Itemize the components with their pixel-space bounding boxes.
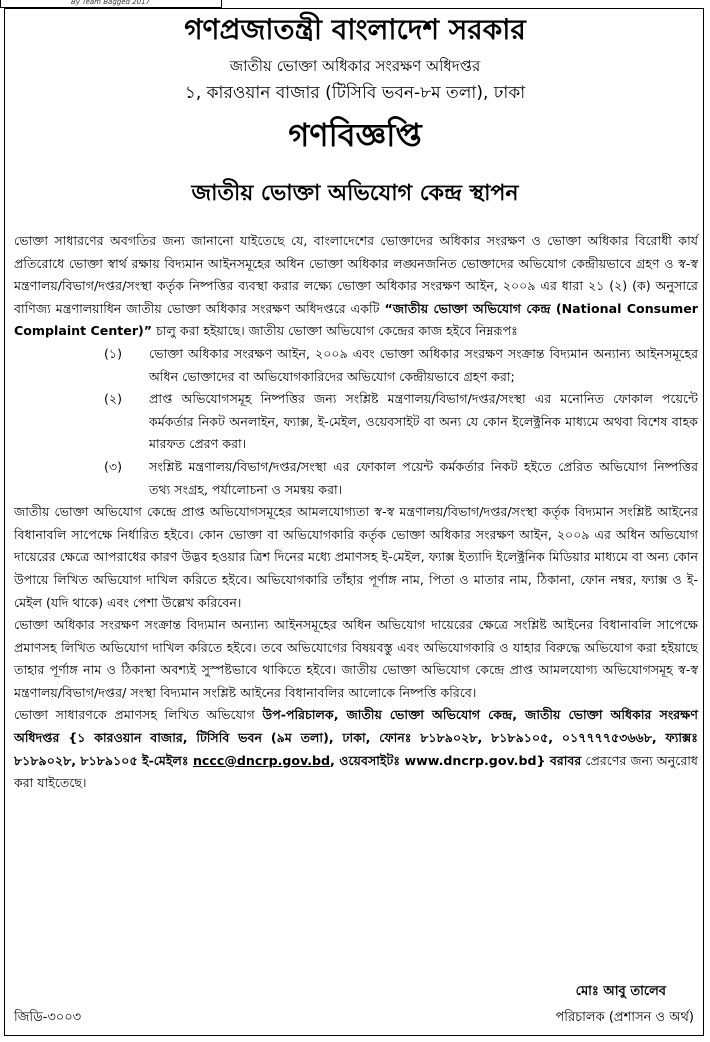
intro-text-b: চালু করা হইয়াছে। জাতীয় ভোক্তা অভিযোগ কেন্দ্রের কাজ হইবে নিম্নরূপঃ	[152, 323, 518, 339]
department-address: ১, কারওয়ান বাজার (টিসিবি ভবন-৮ম তলা), ঢাকা	[184, 83, 526, 103]
website-label: , ওয়েবসাইটঃ	[330, 752, 405, 768]
list-item	[104, 456, 698, 501]
list-item	[104, 388, 698, 456]
list-text: সংশ্লিষ্ট মন্ত্রণালয়/বিভাগ/দপ্তর/সংস্থা এর ফোকাল পয়েন্ট কর্মকর্তার নিকট হইতে প্রেরিত অভিযোগ নিষ্পত্তির তথ্য সংগ্রহ, পর্যালোচনা ও সমন্বয় করা।	[149, 458, 698, 497]
government-title: গণপ্রজাতন্ত্রী বাংলাদেশ সরকার	[184, 13, 526, 46]
signatory-name: মোঃ আবু তালেব	[575, 984, 666, 999]
other-laws-paragraph: ভোক্তা অধিকার সংরক্ষণ সংক্রান্ত বিদ্যমান অন্যান্য আইনসমূহের অধিন অভিযোগ দায়েরের ক্ষেত্রে সংশ্লিষ্ট আইনের বিধানাবলি সাপেক্ষে প্রমাণসহ লিখিত অভিযোগ দাখিল করিতে হইবে। তবে অভিযোগের বিষয়বস্তু এবং অভিযোগকারি ও যাহার বিরুদ্ধে অভিযোগ করা হইয়াছে তাহার পূর্ণাঙ্গ নাম ও ঠিকানা অবশ্যই সুস্পষ্টভাবে থাকিতে হইবে। জাতীয় ভোক্তা অভিযোগ কেন্দ্রে প্রাপ্ত আমলযোগ্য অভিযোগসমূহ স্ব-স্ব মন্ত্রণালয়/বিভাগ/দপ্তর/ সংস্থা বিদ্যমান সংশ্লিষ্ট আইনের বিধানাবলির আলোকে নিষ্পত্তি করিবে।	[14, 617, 698, 700]
intro-paragraph	[14, 230, 698, 343]
list-text: ভোক্তা অধিকার সংরক্ষণ আইন, ২০০৯ এবং ভোক্তা অধিকার সংরক্ষণ সংক্রান্ত বিদ্যমান অন্যান্য আইনসমূহের অধিন ভোক্তাদের বা অভিযোগকারিদের অভিযোগ কেন্দ্রীয়ভাবে গ্রহণ করা;	[149, 345, 698, 384]
contact-address: উপ-পরিচালক, জাতীয় ভোক্তা অভিযোগ কেন্দ্র, জাতীয় ভোক্তা অধিকার সংরক্ষণ অধিদপ্তর {১ কারওয়ান বাজার, টিসিবি ভবন (৯ম তলা), ঢাকা, ফোনঃ ৮১৮৯০২৮, ৮১৮৯১০৫, ০১৭৭৭৭৫৩৬৬৮, ফ্যাক্সঃ ৮১৮৯০২৮, ৮১৮৯১০৫ ই-মেইলঃ	[14, 707, 698, 768]
admissibility-paragraph: জাতীয় ভোক্তা অভিযোগ কেন্দ্রে প্রাপ্ত অভিযোগসমূহের আমলযোগ্যতা স্ব-স্ব মন্ত্রণালয়/বিভাগ/দপ্তর/সংস্থা কর্তৃক বিদ্যমান সংশ্লিষ্ট আইনের বিধানাবলি সাপেক্ষে নির্ধারিত হইবে। কোন ভোক্তা বা অভিযোগকারি কর্তৃক ভোক্তা অধিকার সংরক্ষণ আইন, ২০০৯ এর অধিন অভিযোগ দায়েরের ক্ষেত্রে আপরাধের কারণ উদ্ভব হওয়ার ত্রিশ দিনের মধ্যে প্রমাণসহ ই-মেইল, ফ্যাক্স ইত্যাদি ইলেক্ট্রনিক মিডিয়ার মাধ্যমে বা অন্য কোন উপায়ে লিখিত অভিযোগ দাখিল করিতে হইবে। অভিযোগকারি তাঁহার পূর্ণাঙ্গ নাম, পিতা ও মাতার নাম, ঠিকানা, ফোন নম্বর, ফ্যাক্স ও ই-মেইল (যদি থাকে) এবং পেশা উল্লেখ করিবেন।	[14, 504, 698, 610]
notice-title: গণবিজ্ঞপ্তি	[288, 116, 422, 154]
intro-text-a: ভোক্তা সাধারণের অবগতির জন্য জানানো যাইতেছে যে, বাংলাদেশের ভোক্তাদের অধিকার সংরক্ষণ ও ভোক্তা অধিকার বিরোধী কার্য প্রতিরোধে ভোক্তা স্বার্থ রক্ষায় বিদ্যমান আইনসমূহের অধিন ভোক্তা অধিকার লঙ্ঘনজনিত ভোক্তাদের অভিযোগ কেন্দ্রীয়ভাবে গ্রহণ ও স্ব-স্ব মন্ত্রণালয়/বিভাগ/দপ্তর/সংস্থা কর্তৃক নিষ্পত্তির ব্যবস্থা করার লক্ষ্যে ভোক্তা অধিকার সংরক্ষণ আইন, ২০০৯ এর ধারা ২১ (২) (ক) অনুসারে বাণিজ্য মন্ত্রণালয়াধিন জাতীয় ভোক্তা অধিকার সংরক্ষণ অধিদপ্তরে একটি	[14, 233, 698, 316]
notice-body	[14, 230, 698, 795]
contact-paragraph	[14, 704, 698, 794]
list-text: প্রাপ্ত অভিযোগসমূহ নিষ্পত্তির জন্য সংশ্লিষ্ট মন্ত্রণালয়/বিভাগ/দপ্তর/সংস্থা এর মনোনিত ফোকাল পয়েন্টে কর্মকর্তার নিকট অনলাইন, ফ্যাক্স, ই-মেইল, ওয়েবসাইট বা অন্য যে কোন ইলেক্ট্রনিক মাধ্যমে অথবা বিশেষ বাহক মারফত প্রেরণ করা।	[149, 391, 698, 452]
department-name: জাতীয় ভোক্তা অধিকার সংরক্ষণ অধিদপ্তর	[229, 57, 481, 75]
contact-text-b: প্রেরণের জন্য অনুরোধ করা যাইতেছে।	[14, 752, 698, 791]
top-stub: By Team Bagged 2017	[0, 0, 222, 8]
email-link[interactable]: nccc@dncrp.gov.bd	[192, 752, 331, 768]
contact-address-end: } বরাবর	[536, 752, 582, 768]
list-number: (২)	[104, 391, 123, 407]
center-name: “জাতীয় ভোক্তা অভিযোগ কেন্দ্র (National Consumer Complaint Center)”	[14, 300, 698, 339]
list-item	[104, 343, 698, 388]
list-number: (৩)	[104, 458, 123, 474]
signatory-designation: পরিচালক (প্রশাসন ও অর্থ)	[555, 1010, 694, 1025]
notice-subject: জাতীয় ভোক্তা অভিযোগ কেন্দ্র স্থাপন	[191, 181, 519, 206]
website-link[interactable]: www.dncrp.gov.bd	[404, 752, 537, 768]
list-number: (১)	[104, 345, 122, 361]
gd-number: জিডি-৩০০৩	[14, 1010, 82, 1025]
contact-text-a: ভোক্তা সাধারণকে প্রমাণসহ লিখিত অভিযোগ	[14, 707, 263, 723]
